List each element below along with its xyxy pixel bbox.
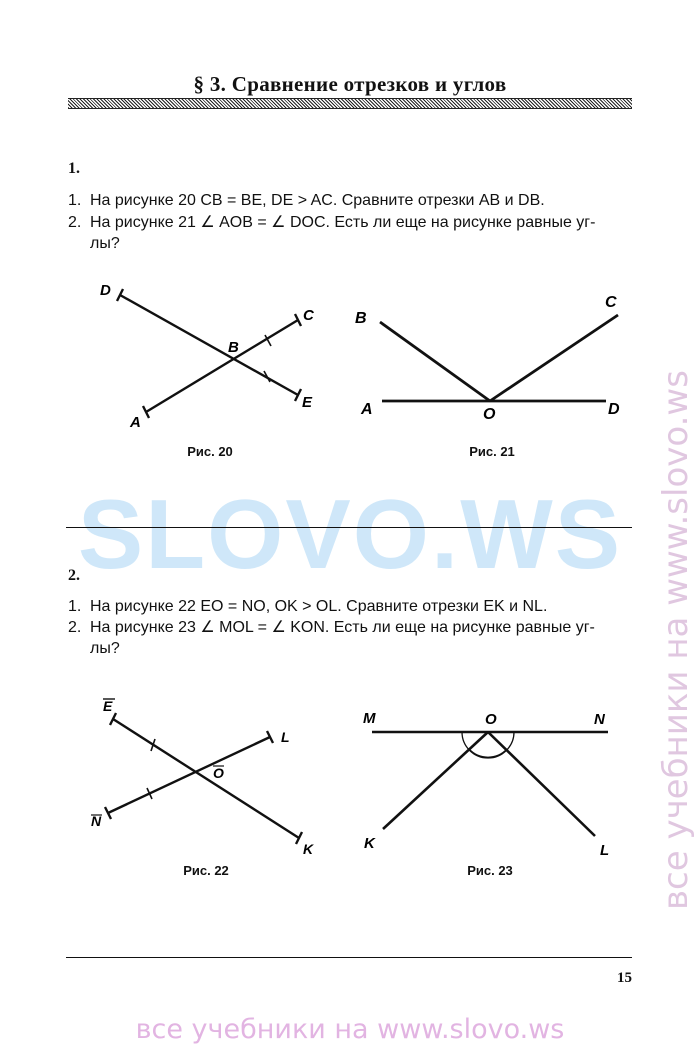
variant-separator [66, 527, 632, 528]
page-number: 15 [617, 970, 632, 986]
ray-OB [380, 322, 490, 401]
label-M: M [363, 710, 376, 727]
angle-arcs [462, 732, 514, 758]
variant-2-number: 2. [68, 567, 80, 584]
footer-rule [66, 957, 632, 958]
label-L: L [600, 842, 610, 859]
variant-2-task-1 [68, 596, 638, 617]
label-L: L [281, 729, 290, 745]
watermark-side: все учебники на www.slovo.ws [656, 370, 696, 910]
section-title: § 3. Сравнение отрезков и углов [193, 72, 507, 96]
label-O: O [213, 765, 224, 781]
ray-OL [488, 732, 595, 836]
task-text-line-1: На рисунке 21 ∠ AOB = ∠ DOC. Есть ли еще на рисунке равные уг- [90, 214, 596, 231]
label-A: A [361, 401, 373, 418]
caption-fig-22: Рис. 22 [183, 863, 229, 878]
label-D: D [608, 401, 620, 418]
variant-1-task-2 [68, 212, 638, 254]
task-number: 2. [68, 619, 82, 636]
watermark-bottom: все учебники на www.slovo.ws [135, 1014, 565, 1045]
label-N: N [594, 711, 605, 728]
label-B: B [355, 310, 367, 327]
segment-NL [108, 737, 270, 813]
ray-OK [383, 732, 488, 829]
task-text: На рисунке 20 CB = BE, DE > AC. Сравните отрезки AB и DB. [90, 192, 545, 209]
label-C: C [605, 294, 617, 311]
task-number: 1. [68, 598, 82, 615]
figure-23 [360, 705, 630, 865]
label-E: E [103, 698, 113, 714]
label-B: B [228, 339, 239, 356]
figure-21 [350, 285, 640, 420]
watermark-center: SLOVO.WS [77, 479, 623, 589]
ray-OC [490, 315, 618, 401]
label-K: K [364, 835, 375, 852]
task-number: 1. [68, 192, 82, 209]
figure-22 [85, 695, 330, 865]
task-text: На рисунке 22 EO = NO, OK > OL. Сравните отрезки EK и NL. [90, 598, 548, 615]
variant-1-task-1 [68, 190, 638, 211]
variant-2-task-2 [68, 617, 638, 659]
label-D: D [100, 282, 111, 299]
caption-fig-21: Рис. 21 [469, 444, 515, 459]
task-number: 2. [68, 214, 82, 231]
label-A: A [130, 414, 141, 431]
label-K: K [303, 841, 314, 857]
task-text-line-2: лы? [90, 235, 120, 252]
label-E: E [302, 394, 313, 411]
caption-fig-20: Рис. 20 [187, 444, 233, 459]
label-O: O [483, 406, 496, 420]
title-hatch-bar [68, 98, 632, 109]
variant-1-number: 1. [68, 160, 80, 177]
task-text-line-2: лы? [90, 640, 120, 657]
segment-AC [146, 320, 298, 412]
label-N: N [91, 813, 102, 829]
figure-20 [100, 275, 340, 440]
label-C: C [303, 307, 314, 324]
caption-fig-23: Рис. 23 [467, 863, 513, 878]
label-O: O [485, 711, 497, 728]
task-text-line-1: На рисунке 23 ∠ MOL = ∠ KON. Есть ли еще на рисунке равные уг- [90, 619, 595, 636]
